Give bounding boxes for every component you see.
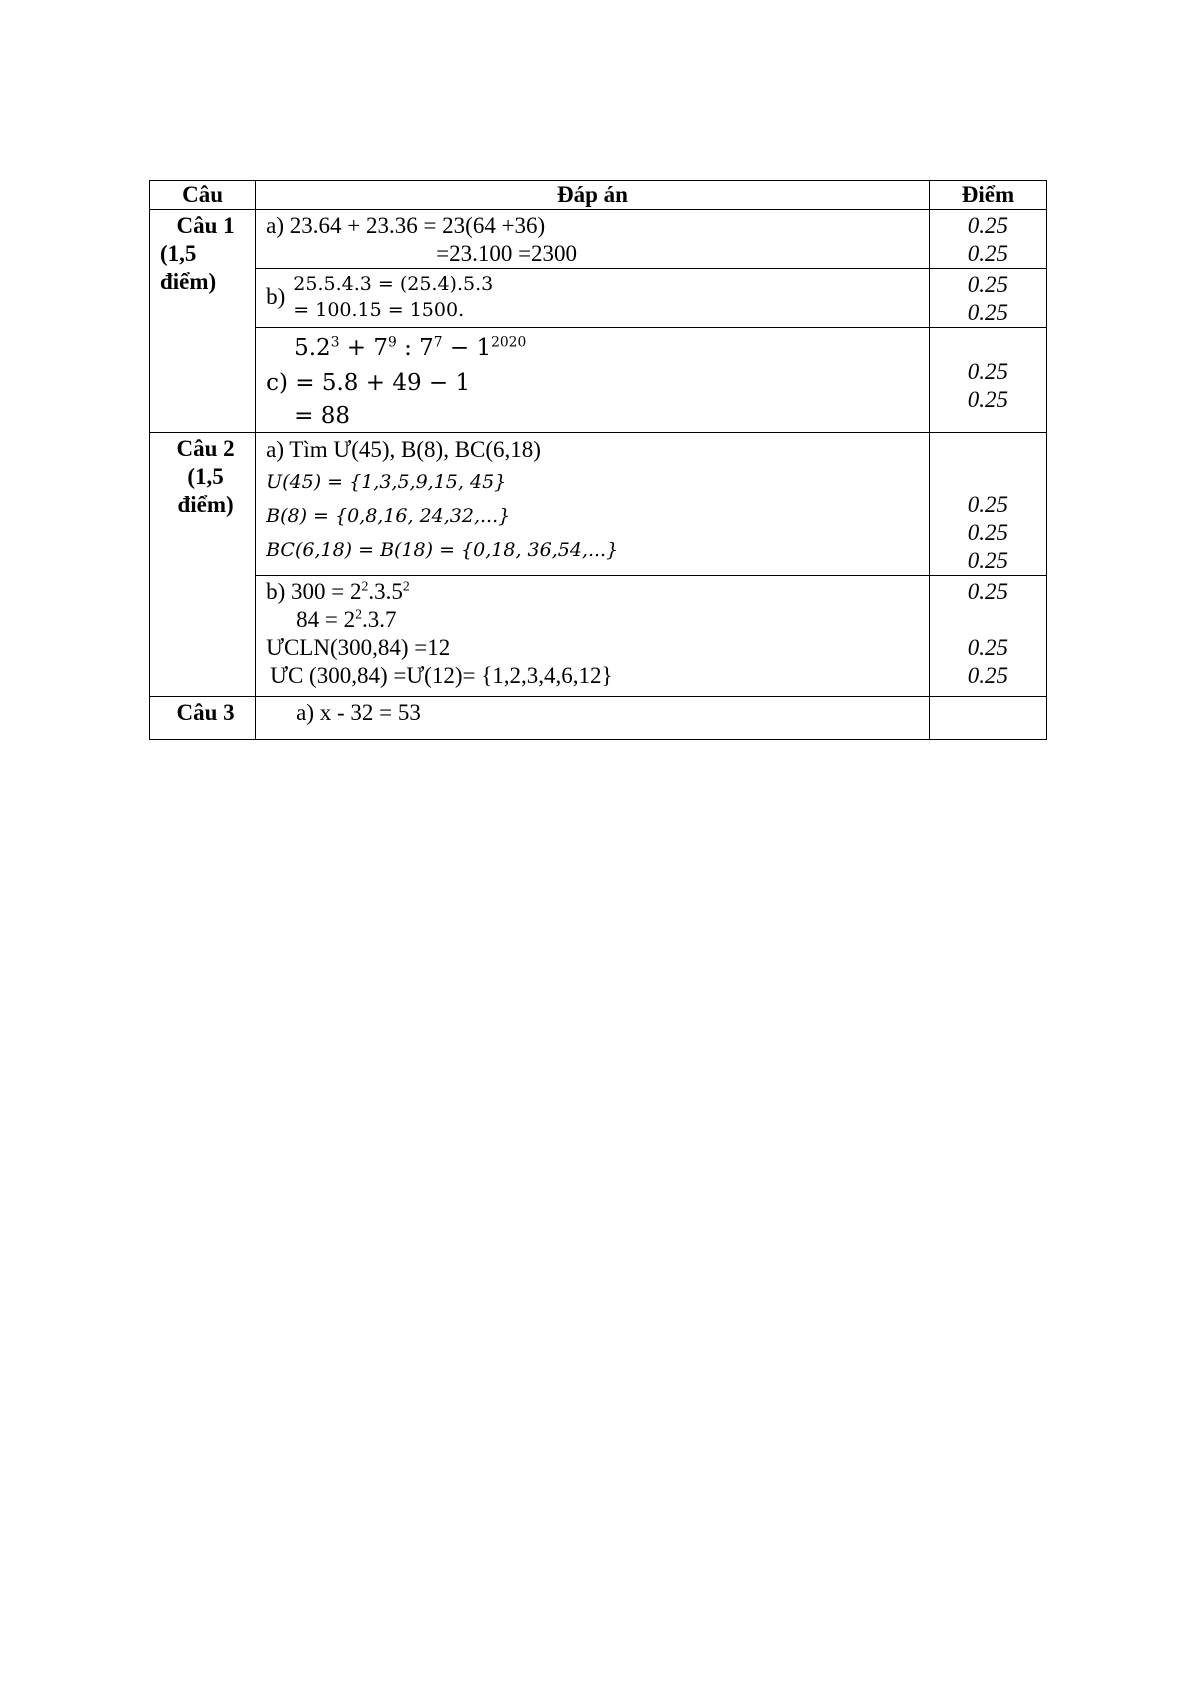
answer-3a-cell — [256, 697, 930, 740]
question-points-unit: điểm) — [177, 492, 234, 517]
header-diem: Điểm — [929, 181, 1046, 210]
answer-2a-cell — [256, 433, 930, 576]
answer-line: ƯC (300,84) =Ư(12)= {1,2,3,4,6,12} — [270, 663, 613, 688]
table-row — [150, 210, 1047, 269]
score-value: 0.25 — [967, 213, 1008, 238]
expr-exponent: 7 — [433, 334, 443, 351]
score-value: 0.25 — [967, 492, 1008, 517]
expr-part: .3.7 — [362, 607, 397, 632]
answer-expression — [266, 330, 923, 366]
expr-part: 84 = 2 — [296, 607, 356, 632]
answer-1a-cell — [256, 210, 930, 269]
question-points-unit: điểm) — [160, 269, 217, 294]
answer-line: = 100.15 = 1500. — [293, 299, 465, 321]
answer-line: a) Tìm Ư(45), B(8), BC(6,18) — [266, 437, 541, 462]
header-dap-an: Đáp án — [256, 181, 930, 210]
answer-key-table — [149, 180, 1047, 740]
question-2-cell — [150, 433, 256, 697]
answer-prefix: b) — [266, 284, 286, 309]
expr-part: − 1 — [442, 335, 492, 361]
score-1c-cell — [929, 328, 1046, 433]
expr-exponent: 9 — [388, 334, 397, 351]
score-3-cell — [929, 697, 1046, 740]
question-points: (1,5 — [160, 241, 197, 266]
score-value: 0.25 — [967, 579, 1008, 604]
score-value: 0.25 — [967, 520, 1008, 545]
answer-line — [266, 578, 923, 606]
answer-1c-cell — [256, 328, 930, 433]
question-1-cell — [150, 210, 256, 433]
table-row — [150, 269, 1047, 328]
table-row — [150, 433, 1047, 576]
header-cau: Câu — [150, 181, 256, 210]
score-value: 0.25 — [967, 300, 1008, 325]
answer-line: U(45) = {1,3,5,9,15, 45} — [266, 471, 507, 493]
answer-line: a) 23.64 + 23.36 = 23(64 +36) — [266, 213, 546, 238]
table-row — [150, 328, 1047, 433]
question-label: Câu 3 — [176, 700, 235, 725]
answer-line: ƯCLN(300,84) =12 — [266, 635, 451, 660]
answer-2b-cell — [256, 576, 930, 697]
answer-line: =23.100 =2300 — [436, 241, 578, 266]
answer-line: B(8) = {0,8,16, 24,32,...} — [266, 505, 511, 527]
expr-part: : 7 — [396, 335, 434, 361]
score-value: 0.25 — [967, 272, 1008, 297]
answer-line — [266, 606, 923, 634]
score-2a-cell — [929, 433, 1046, 576]
question-label: Câu 1 — [176, 213, 235, 238]
answer-line: c) = 5.8 + 49 − 1 — [266, 370, 471, 396]
question-label: Câu 2 — [176, 436, 235, 461]
expr-exponent: 2 — [361, 578, 369, 594]
answer-line: = 88 — [294, 403, 350, 429]
table-row — [150, 697, 1047, 740]
answer-line: 25.5.4.3 = (25.4).5.3 — [293, 273, 494, 295]
expr-part: .3.5 — [368, 579, 403, 604]
score-value: 0.25 — [967, 635, 1008, 660]
answer-line: BC(6,18) = B(18) = {0,18, 36,54,...} — [266, 539, 619, 561]
table-row — [150, 576, 1047, 697]
answer-1b-cell — [256, 269, 930, 328]
expr-exponent: 2 — [355, 606, 362, 622]
table-header-row — [150, 181, 1047, 210]
expr-exponent: 2020 — [491, 334, 527, 351]
score-value: 0.25 — [967, 241, 1008, 266]
answer-line: a) x - 32 = 53 — [296, 700, 421, 725]
score-1a-cell — [929, 210, 1046, 269]
score-value: 0.25 — [967, 387, 1008, 412]
question-3-cell — [150, 697, 256, 740]
score-value: 0.25 — [967, 663, 1008, 688]
score-value: 0.25 — [967, 548, 1008, 573]
question-points: (1,5 — [187, 464, 224, 489]
expr-exponent: 2 — [402, 578, 410, 594]
spacer — [930, 606, 1008, 634]
score-1b-cell — [929, 269, 1046, 328]
expr-exponent: 3 — [330, 334, 340, 351]
score-value: 0.25 — [967, 359, 1008, 384]
score-2b-cell — [929, 576, 1046, 697]
expr-part: + 7 — [339, 335, 388, 361]
expr-part: 5.2 — [294, 335, 331, 361]
expr-part: b) 300 = 2 — [266, 579, 362, 604]
